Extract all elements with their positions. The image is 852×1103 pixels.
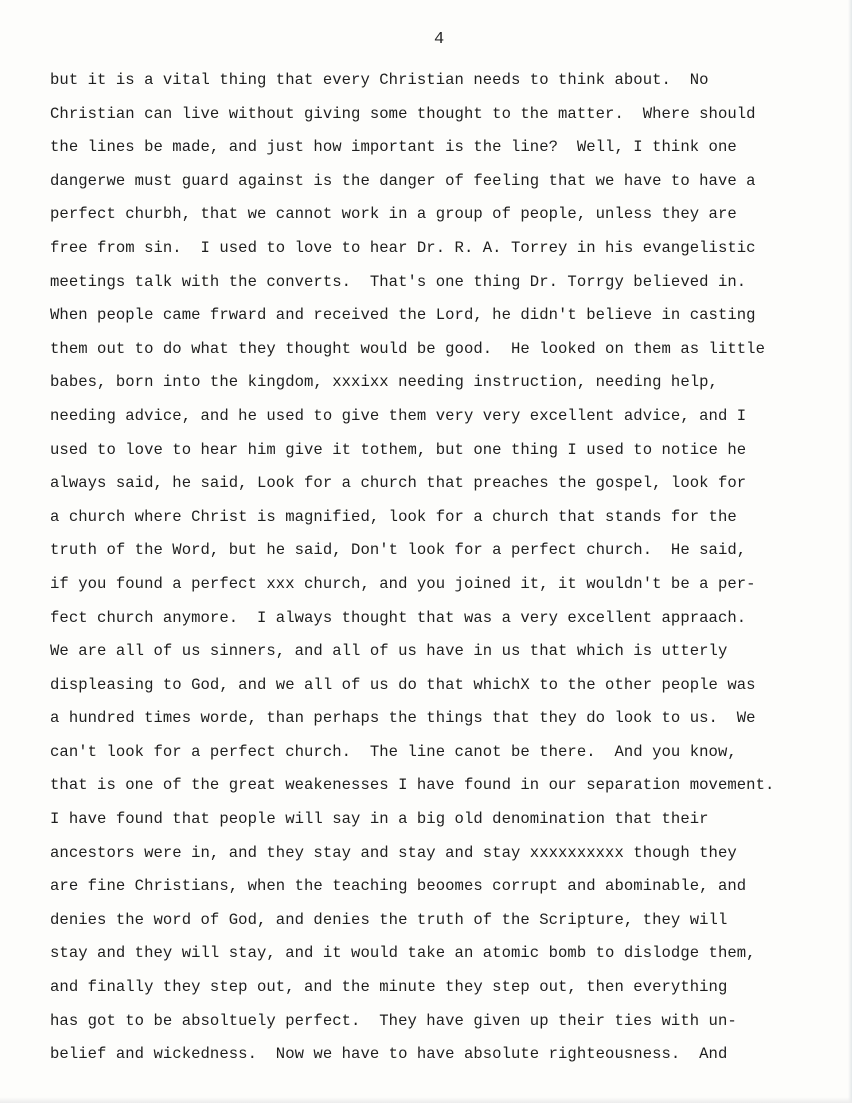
text-line: needing advice, and he used to give them very very excellent advice, and I [50, 406, 747, 425]
text-line: babes, born into the kingdom, xxxixx needing instruction, needing help, [50, 373, 718, 392]
text-line: I have found that people will say in a big old denomination that their [50, 810, 709, 829]
text-line: are fine Christians, when the teaching beoomes corrupt and abominable, and [50, 877, 747, 896]
text-line: dangerwe must guard against is the danger of feeling that we have to have a [50, 171, 756, 190]
text-line: a church where Christ is magnified, look for a church that stands for the [50, 507, 737, 526]
typed-text-body [50, 64, 840, 1072]
text-line: stay and they will stay, and it would take an atomic bomb to dislodge them, [50, 944, 756, 963]
text-line: We are all of us sinners, and all of us have in us that which is utterly [50, 642, 728, 661]
text-line: displeasing to God, and we all of us do that whichX to the other people was [50, 675, 756, 694]
text-line: can't look for a perfect church. The line canot be there. And you know, [50, 742, 737, 761]
text-line: fect church anymore. I always thought that was a very excellent appraach. [50, 608, 747, 627]
text-line: and finally they step out, and the minute they step out, then everything [50, 978, 728, 997]
text-line: but it is a vital thing that every Christian needs to think about. No [50, 71, 709, 89]
page-edge-shadow [848, 0, 852, 1103]
text-line: used to love to hear him give it tothem, but one thing I used to notice he [50, 440, 747, 459]
text-line: belief and wickedness. Now we have to have absolute righteousness. And [50, 1045, 728, 1064]
text-line: When people came frward and received the Lord, he didn't believe in casting [50, 306, 756, 325]
page-number: 4 [434, 30, 445, 49]
text-line: perfect churbh, that we cannot work in a group of people, unless they are [50, 205, 737, 224]
text-line: the lines be made, and just how important is the line? Well, I think one [50, 138, 737, 157]
page-edge-shadow [0, 1097, 852, 1103]
text-line: has got to be absoltuely perfect. They have given up their ties with un- [50, 1011, 737, 1030]
text-line: that is one of the great weakenesses I have found in our separation movement. [50, 776, 775, 795]
text-line: denies the word of God, and denies the truth of the Scripture, they will [50, 910, 728, 929]
text-line: Christian can live without giving some thought to the matter. Where should [50, 104, 756, 123]
text-line: them out to do what they thought would be good. He looked on them as little [50, 339, 765, 358]
text-line: always said, he said, Look for a church that preaches the gospel, look for [50, 474, 747, 493]
text-line: meetings talk with the converts. That's one thing Dr. Torrgy believed in. [50, 272, 747, 291]
text-line: truth of the Word, but he said, Don't look for a perfect church. He said, [50, 541, 747, 560]
text-line: free from sin. I used to love to hear Dr. R. A. Torrey in his evangelistic [50, 238, 756, 257]
text-line: ancestors were in, and they stay and stay and stay xxxxxxxxxx though they [50, 843, 737, 862]
text-line: a hundred times worde, than perhaps the things that they do look to us. We [50, 709, 756, 728]
text-line: if you found a perfect xxx church, and you joined it, it wouldn't be a per- [50, 574, 756, 593]
